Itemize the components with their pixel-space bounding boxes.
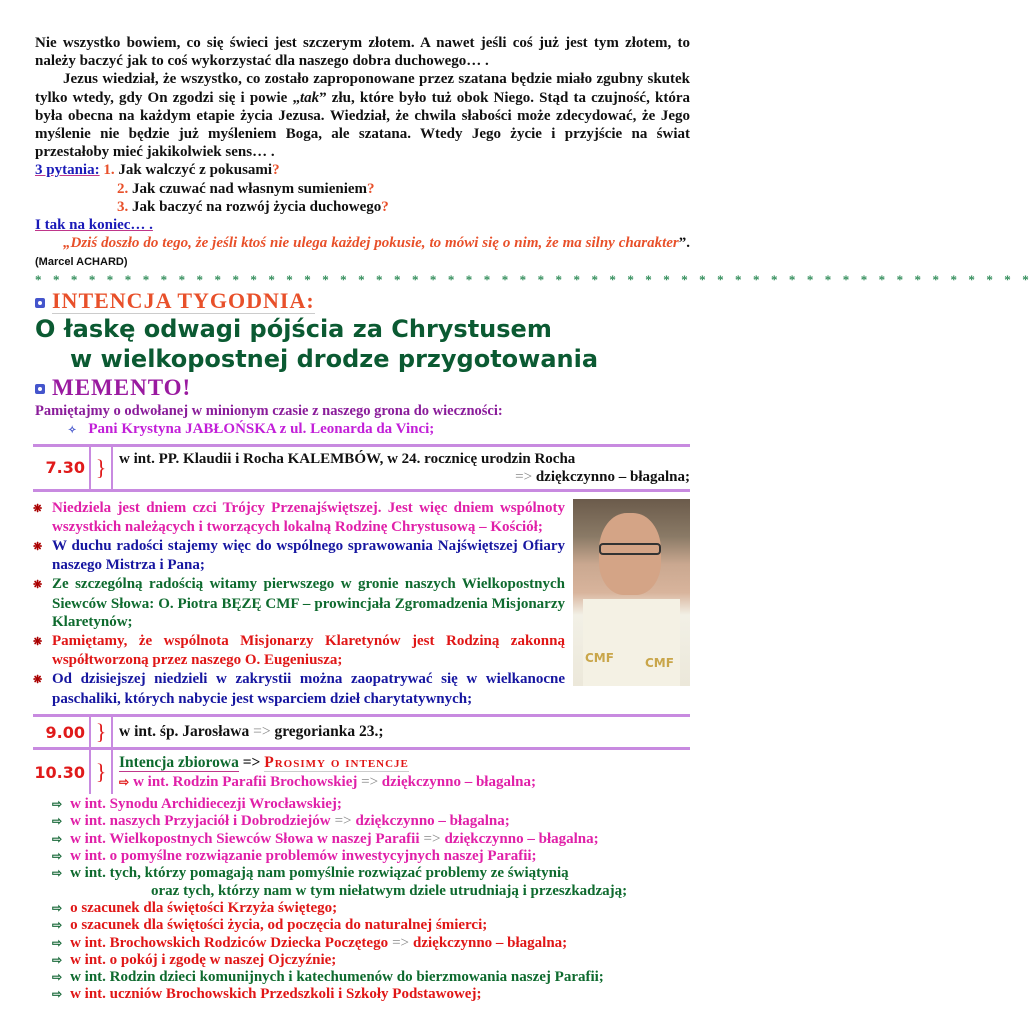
arrow-icon: ⇨	[52, 849, 63, 864]
intention-item	[52, 952, 690, 969]
announcement-text: Od dzisiejszej niedzieli w zakrystii można zaopatrywać się w wielkanocne paschaliki, których nabycie jest wsparciem dzieł charytatywnych;	[52, 670, 565, 707]
text: ” złu, które było tuż obok Niego. Stąd ta czujność, która była obecna na każdym etapie życia Jezusa. Wiedział, że chwila słabości może zdecydować, że Jego myślenie nie będzie już myśleniem Boga, ale szatana. Wtedy Jego życie i przyjście na świat przestałoby mieć jakikolwiek sens… .	[35, 89, 690, 161]
quote: „Dziś doszło do tego, że jeśli ktoś nie ulega każdej pokusie, to mówi się o nim, że ma silny charakter	[63, 235, 679, 252]
arrow-icon: ⇨	[52, 831, 63, 846]
intention-item	[52, 883, 690, 900]
bulletin-page	[33, 0, 1033, 1014]
arrow: =>	[515, 468, 533, 485]
intention-line-1: O łaskę odwagi pójścia za Chrystusem	[35, 314, 552, 343]
cmf-logo: CMF	[585, 650, 614, 665]
announcements	[33, 499, 690, 709]
star-separator: * * * * * * * * * * * * * * * * * * * * * * * * * * * * * * * * * * * * * * * * * * * * * * * * * * * * * * * *	[35, 271, 1033, 287]
intention-item	[52, 831, 690, 848]
intention-text: w int. naszych Przyjaciół i Dobrodziejów	[70, 813, 331, 830]
arrow-icon: ⇨	[52, 952, 63, 967]
arrow-icon: ⇨	[52, 970, 63, 985]
arrow-icon: ⇨	[52, 814, 63, 829]
intention-text: w int. Rodzin dzieci komunijnych i katechumenów do bierzmowania naszej Parafii;	[70, 969, 604, 986]
intro-paragraph-2	[35, 70, 690, 161]
mass-row-730	[33, 444, 690, 492]
question-text: Jak czuwać nad własnym sumieniem	[132, 180, 368, 197]
announcement-text: Niedziela jest dniem czci Trójcy Przenajświętszej. Jest więc dniem wspólnoty wszystkich należących i tworzących lokalną Rodzinę Chrystusową – Kościół;	[52, 499, 565, 536]
glasses	[599, 543, 661, 555]
arrow-icon: ⇨	[52, 918, 63, 933]
arrow-icon: ⇨	[52, 987, 63, 1002]
intention-text: w int. Synodu Archidiecezji Wrocławskiej;	[70, 796, 342, 813]
arrow: =>	[242, 754, 261, 772]
intention-item	[52, 969, 690, 986]
questions	[33, 161, 690, 216]
arrow: =>	[392, 934, 409, 951]
intention-item	[52, 865, 690, 882]
bullet-icon: ❋	[33, 579, 43, 592]
arrow-icon: ⇨	[52, 935, 63, 950]
arrow-icon: ⇨	[52, 797, 63, 812]
type-text: dziękczynno – błagalna;	[413, 934, 568, 951]
intention-text: w int. śp. Jarosława	[119, 723, 250, 741]
arrow: =>	[361, 774, 379, 791]
quote-close: ”.	[678, 235, 690, 252]
brace-icon: }	[95, 719, 107, 745]
intro-text	[33, 34, 690, 161]
diamond-icon: ✧	[68, 424, 77, 436]
mass-intention: w int. PP. Klaudii i Rocha KALEMBÓW, w 24. rocznicę urodzin Rocha	[119, 450, 576, 467]
quote-author: (Marcel ACHARD)	[35, 256, 128, 269]
arrow-icon: ⇨	[52, 866, 63, 881]
bullet-icon	[35, 298, 45, 308]
bullet-icon: ❋	[33, 673, 43, 686]
memento-heading	[33, 374, 690, 402]
intention-item	[52, 917, 690, 934]
mass-time: 9.00	[45, 722, 85, 742]
question-text: Jak walczyć z pokusami	[118, 162, 273, 179]
intention-text: w int. Brochowskich Rodziców Dziecka Poczętego	[70, 934, 389, 951]
request-text: Prosimy o intencje	[264, 754, 409, 772]
intention-text: w int. o pomyślne rozwiązanie problemów inwestycyjnych naszej Parafii;	[70, 848, 537, 865]
arrow-icon: ⇨	[52, 900, 63, 915]
question-number: 1.	[103, 162, 115, 179]
memento-intro: Pamiętajmy o odwołanej w minionym czasie z naszego grona do wieczności:	[35, 402, 503, 419]
brace-icon: }	[95, 454, 107, 480]
ending	[33, 216, 690, 272]
question-text: Jak baczyć na rozwój życia duchowego	[132, 198, 382, 215]
intention-item	[52, 813, 690, 830]
intention-item	[52, 935, 690, 952]
intention-heading	[33, 288, 690, 314]
memento-person	[33, 420, 690, 440]
mass-time: 7.30	[45, 458, 85, 478]
intention-text: w int. uczniów Brochowskich Przedszkoli i Szkoły Podstawowej;	[70, 986, 482, 1003]
person-name: Pani Krystyna JABŁOŃSKA z ul. Leonarda da Vinci;	[88, 420, 435, 437]
intention-text: oraz tych, którzy nam w tym niełatwym dziele utrudniają i przeszkadzają;	[151, 882, 628, 899]
text: Jezus wiedział, że wszystko, co zostało zaproponowane przez szatana będzie miało zgubny skutek tylko wtedy, gdy On zgodzi się i powie „	[35, 71, 690, 106]
mass-intention	[119, 723, 690, 741]
heading-text: INTENCJA TYGODNIA:	[52, 287, 315, 313]
arrow: =>	[253, 723, 271, 741]
intention-text: o szacunek dla świętości Krzyża świętego;	[70, 899, 338, 916]
type-text: dziękczynno – błagalna;	[444, 830, 599, 847]
bullet-icon: ❋	[33, 540, 43, 553]
bullet-icon	[35, 384, 45, 394]
type-text: dziękczynno – błagalna;	[381, 774, 536, 791]
announcement-text: Ze szczególną radością witamy pierwszego w gronie naszych Wielkopostnych Siewców Słowa: O. Piotra BĘZĘ CMF – prowincjała Zgromadzenia Misjonarzy Klaretynów;	[52, 576, 565, 631]
mass-type	[119, 468, 690, 486]
intention-first	[119, 773, 690, 791]
emphasis: tak	[299, 89, 320, 106]
announcement-text: Pamiętamy, że wspólnota Misjonarzy Klaretynów jest Rodziną zakonną współtworzoną przez naszego O. Eugeniusza;	[52, 632, 565, 669]
brace-icon: }	[95, 759, 107, 785]
cmf-logo: CMF	[645, 655, 674, 670]
question-mark: ?	[272, 162, 280, 179]
intention-text: o szacunek dla świętości życia, od poczęcia do naturalnej śmierci;	[70, 917, 488, 934]
intention-text: w int. Rodzin Parafii Brochowskiej	[133, 774, 358, 791]
questions-label: 3 pytania:	[35, 162, 100, 179]
bullet-icon: ❋	[33, 635, 43, 648]
type-text: gregorianka 23.;	[274, 723, 384, 741]
intention-line-2: w wielkopostnej drodze przygotowania	[70, 344, 599, 373]
type-text: dziękczynno – błagalna;	[535, 468, 690, 485]
stole	[583, 599, 680, 686]
mass-row-1030	[33, 750, 690, 794]
bullet-icon: ❋	[33, 502, 43, 515]
arrow: =>	[334, 813, 352, 830]
ending-label: I tak na koniec… .	[35, 217, 153, 234]
intention-item	[52, 900, 690, 917]
arrow-icon: ⇨	[119, 775, 130, 790]
intention-text: w int. o pokój i zgodę w naszej Ojczyźnie;	[70, 951, 337, 968]
priest-photo	[573, 499, 690, 686]
question-mark: ?	[367, 180, 375, 197]
question-number: 2.	[117, 180, 129, 197]
intention-list	[33, 796, 690, 1004]
collective-intention	[119, 753, 690, 773]
heading-text: MEMENTO!	[52, 374, 192, 400]
intention-item	[52, 796, 690, 813]
intention-text: w int. tych, którzy pomagają nam pomyślnie rozwiązać problemy ze świątynią	[70, 865, 569, 882]
arrow: =>	[423, 830, 441, 847]
mass-row-900	[33, 714, 690, 750]
question-mark: ?	[381, 198, 389, 215]
intention-item	[52, 848, 690, 865]
intention-item	[52, 986, 690, 1003]
mass-time: 10.30	[34, 762, 85, 782]
type-text: dziękczynno – błagalna;	[355, 813, 510, 830]
intro-paragraph-1: Nie wszystko bowiem, co się świeci jest szczerym złotem. A nawet jeśli coś już jest tym złotem, to należy baczyć jak to coś wykorzystać dla naszego dobra duchowego… .	[35, 35, 690, 70]
announcement-text: W duchu radości stajemy więc do wspólnego sprawowania Najświętszej Ofiary naszego Mistrza i Pana;	[52, 537, 565, 574]
intention-text: w int. Wielkopostnych Siewców Słowa w naszej Parafii	[70, 830, 420, 847]
question-number: 3.	[117, 198, 129, 215]
label: Intencja zbiorowa	[119, 754, 239, 772]
